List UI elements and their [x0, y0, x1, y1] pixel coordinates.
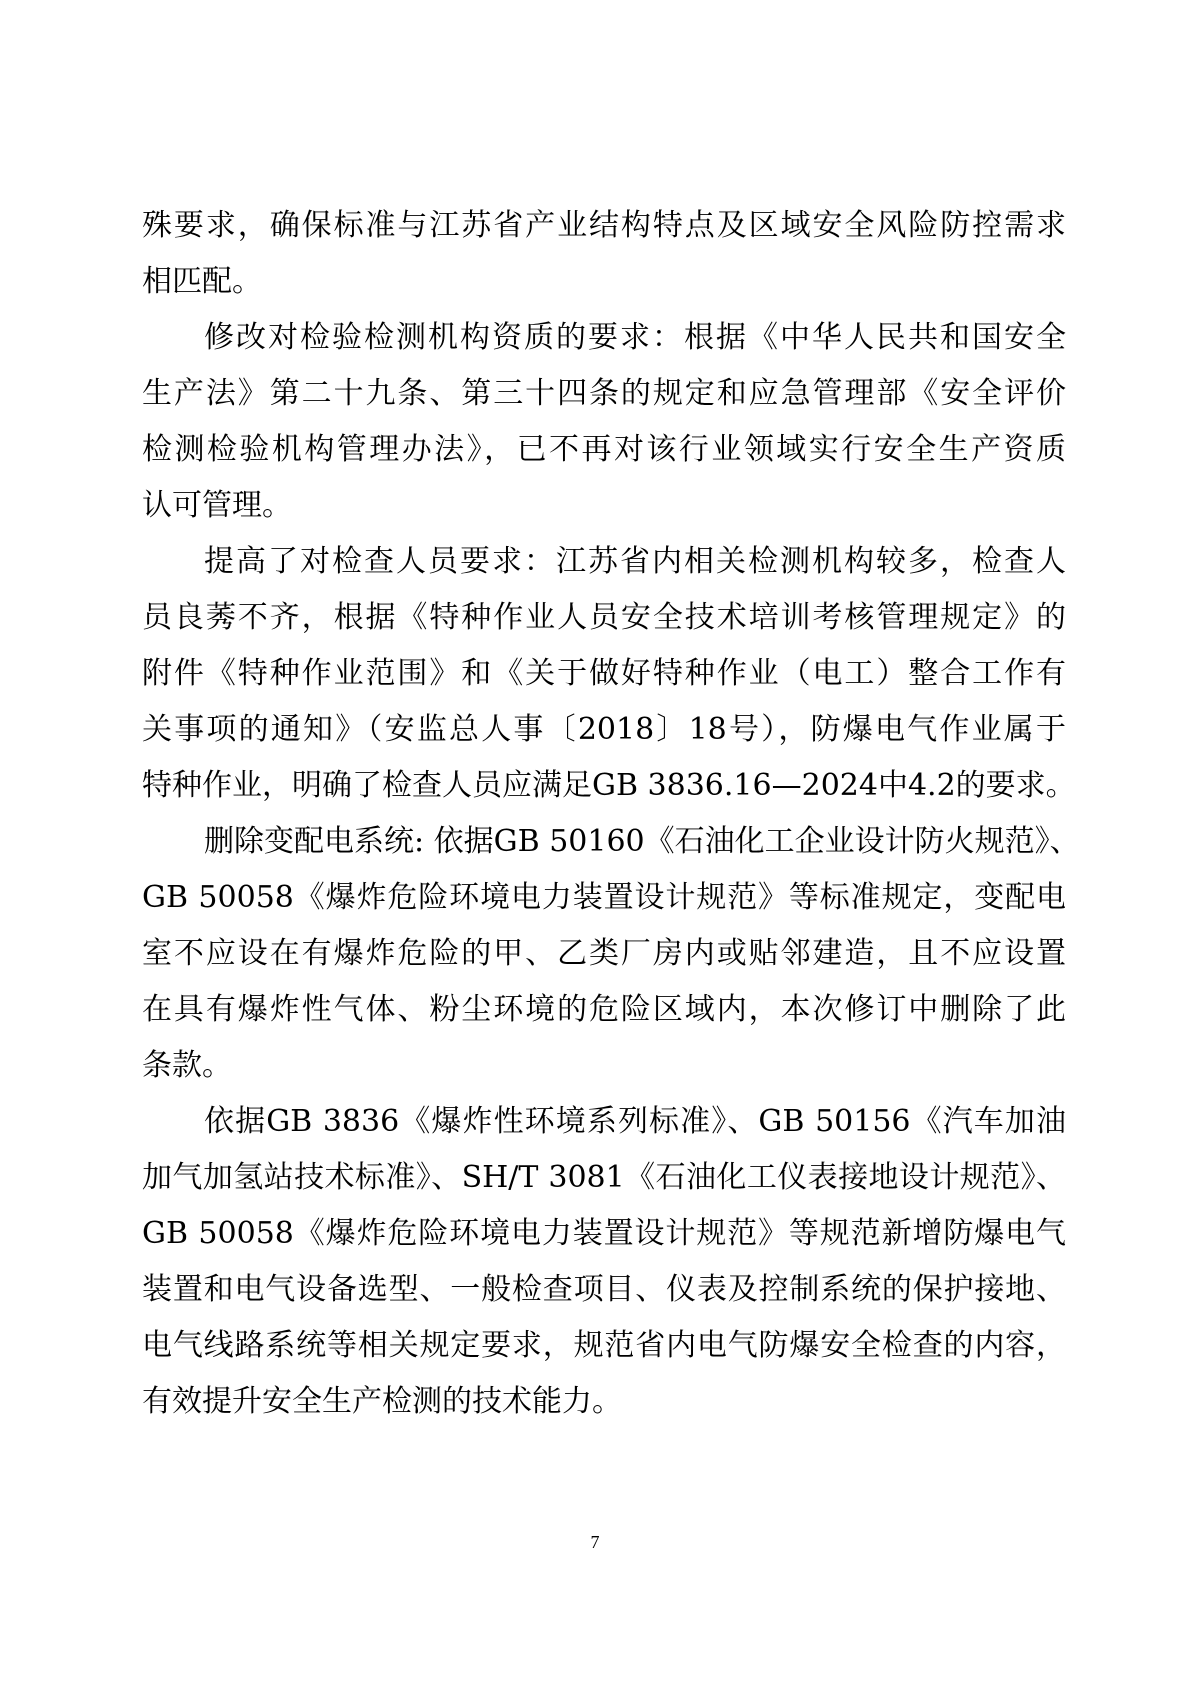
text-line: 附件《特种作业范围》和《关于做好特种作业（电工）整合工作有 [142, 656, 1066, 691]
text-line: 室不应设在有爆炸危险的甲、乙类厂房内或贴邻建造，且不应设置 [142, 936, 1066, 971]
text-line: 认可管理。 [142, 488, 292, 523]
text-line: GB 50058《爆炸危险环境电力装置设计规范》等规范新增防爆电气 [142, 1216, 1066, 1251]
body-text [142, 198, 1080, 1430]
text-line: 特种作业，明确了检查人员应满足GB 3836.16—2024中4.2的要求。 [142, 768, 1076, 803]
paragraph-additions [142, 1094, 1066, 1430]
text-line: 装置和电气设备选型、一般检查项目、仪表及控制系统的保护接地、 [142, 1272, 1066, 1307]
text-line: 殊要求，确保标准与江苏省产业结构特点及区域安全风险防控需求 [142, 208, 1066, 243]
text-line: 电气线路系统等相关规定要求，规范省内电气防爆安全检查的内容， [142, 1328, 1066, 1363]
text-line: 在具有爆炸性气体、粉尘环境的危险区域内，本次修订中删除了此 [142, 992, 1066, 1027]
text-line: 修改对检验检测机构资质的要求：根据《中华人民共和国安全 [204, 320, 1066, 355]
text-line: GB 50058《爆炸危险环境电力装置设计规范》等标准规定，变配电 [142, 880, 1066, 915]
paragraph-continuation [142, 198, 1066, 310]
paragraph-qualification [142, 310, 1066, 534]
paragraph-inspectors [142, 534, 1076, 814]
text-line: 检测检验机构管理办法》，已不再对该行业领域实行安全生产资质 [142, 432, 1066, 467]
text-line: 生产法》第二十九条、第三十四条的规定和应急管理部《安全评价 [142, 376, 1066, 411]
text-line: 删除变配电系统: 依据GB 50160《石油化工企业设计防火规范》、 [204, 824, 1080, 859]
text-line: 相匹配。 [142, 264, 262, 299]
paragraph-substation [142, 814, 1080, 1094]
text-line: 有效提升安全生产检测的技术能力。 [142, 1384, 622, 1419]
text-line: 条款。 [142, 1048, 232, 1083]
text-line: 员良莠不齐，根据《特种作业人员安全技术培训考核管理规定》的 [142, 600, 1066, 635]
text-line: 加气加氢站技术标准》、SH/T 3081《石油化工仪表接地设计规范》、 [142, 1160, 1066, 1195]
text-line: 关事项的通知》（安监总人事〔2018〕18号），防爆电气作业属于 [142, 712, 1066, 747]
text-line: 依据GB 3836《爆炸性环境系列标准》、GB 50156《汽车加油 [204, 1104, 1066, 1139]
text-line: 提高了对检查人员要求：江苏省内相关检测机构较多，检查人 [204, 544, 1066, 579]
page-number: 7 [590, 1532, 600, 1552]
